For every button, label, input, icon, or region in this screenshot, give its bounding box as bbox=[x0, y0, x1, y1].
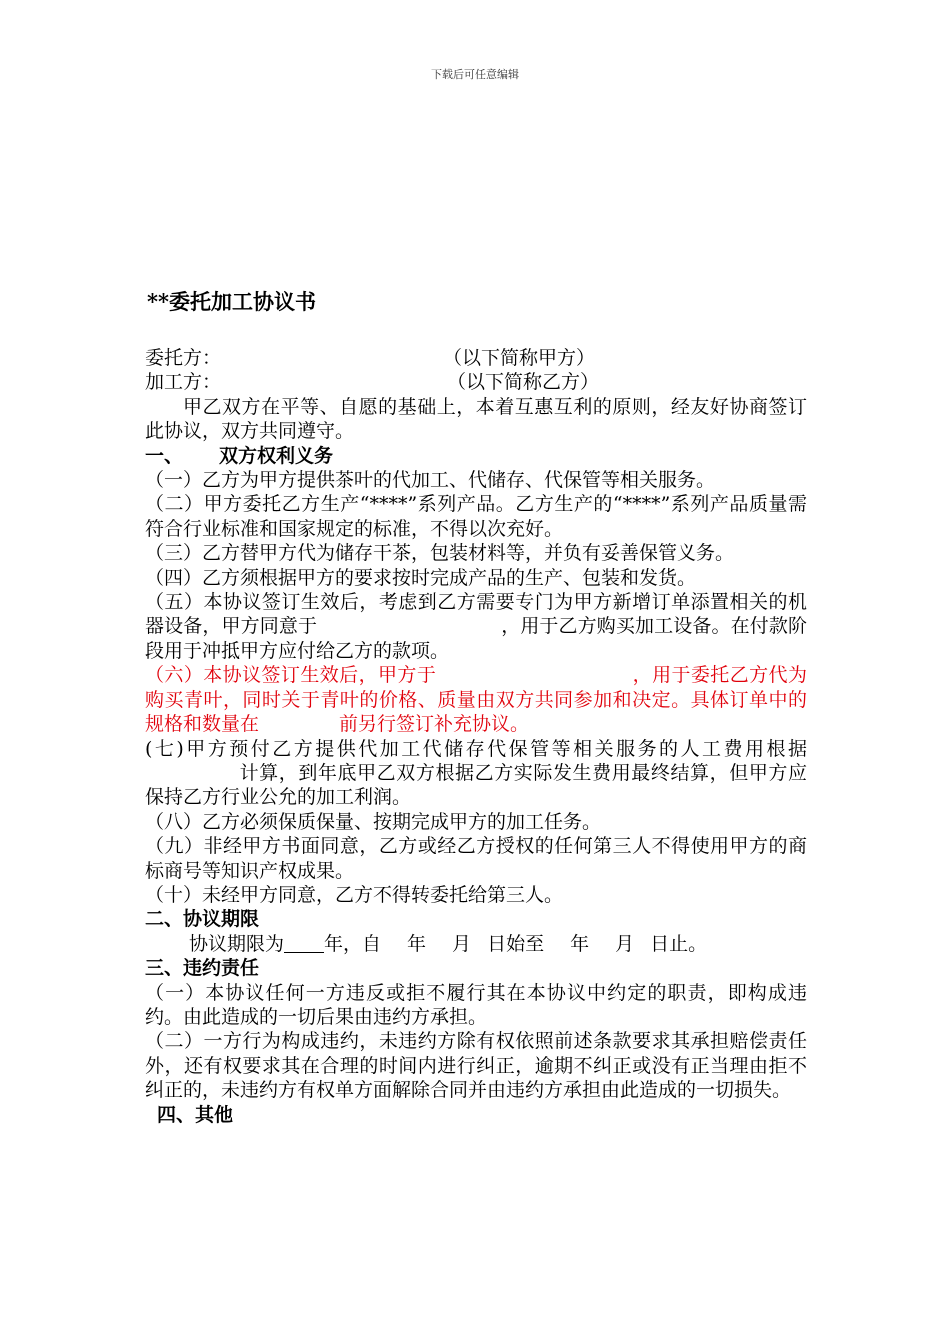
party-b-line bbox=[145, 370, 807, 394]
clause-1-5: （五）本协议签订生效后，考虑到乙方需要专门为甲方新增订单添置相关的机器设备，甲方同意于 ，用于乙方购买加工设备。在付款阶段用于冲抵甲方应付给乙方的款项。 bbox=[145, 591, 807, 662]
clause-3-1: （一）本协议任何一方违反或拒不履行其在本协议中约定的职责，即构成违约。由此造成的一切后果由违约方承担。 bbox=[145, 981, 807, 1028]
section2-heading: 二、协议期限 bbox=[145, 908, 260, 931]
document-body bbox=[145, 346, 807, 1127]
clause-1-4: （四）乙方须根据甲方的要求按时完成产品的生产、包装和发货。 bbox=[145, 566, 697, 589]
party-b-label: 加工方： bbox=[145, 371, 222, 394]
clause-1-6: （六）本协议签订生效后，甲方于 ，用于委托乙方代为购买青叶，同时关于青叶的价格、质量由双方共同参加和决定。具体订单中的规格和数量在 前另行签订补充协议。 bbox=[145, 664, 807, 736]
clause-1-1: （一）乙方为甲方提供茶叶的代加工、代储存、代保管等相关服务。 bbox=[145, 469, 716, 492]
party-b-note: （以下简称乙方） bbox=[447, 371, 600, 394]
clause-1-3: （三）乙方替甲方代为储存干茶，包装材料等，并负有妥善保管义务。 bbox=[145, 542, 735, 565]
clause-1-2: （二）甲方委托乙方生产“****”系列产品。乙方生产的“****”系列产品质量需符合行业标准和国家规定的标准，不得以次充好。 bbox=[145, 493, 807, 540]
page-header: 下载后可任意编辑 bbox=[431, 68, 519, 81]
document-title: **委托加工协议书 bbox=[147, 289, 316, 314]
term-line: 协议期限为 年，自 年 月 日始至 年 月 日止。 bbox=[189, 932, 708, 955]
section1-heading: 一、 双方权利义务 bbox=[145, 444, 334, 467]
clause-1-9: （九）非经甲方书面同意，乙方或经乙方授权的任何第三人不得使用甲方的商标商号等知识产权成果。 bbox=[145, 835, 807, 882]
clause-1-7: (七)甲方预付乙方提供代加工代储存代保管等相关服务的人工费用根据计算，到年底甲乙双方根据乙方实际发生费用最终结算，但甲方应保持乙方行业公允的加工利润。 bbox=[145, 737, 807, 809]
party-a-label: 委托方： bbox=[145, 347, 222, 369]
clause-1-8: （八）乙方必须保质保量、按期完成甲方的加工任务。 bbox=[145, 810, 602, 833]
clause-1-10: （十）未经甲方同意，乙方不得转委托给第三人。 bbox=[145, 883, 564, 906]
preamble: 甲乙双方在平等、自愿的基础上，本着互惠互利的原则，经友好协商签订此协议，双方共同遵守。 bbox=[145, 395, 807, 443]
term-years-blank bbox=[284, 934, 324, 953]
section3-heading: 三、违约责任 bbox=[145, 957, 260, 980]
clause-3-2: （二）一方行为构成违约，未违约方除有权依照前述条款要求其承担赔偿责任外，还有权要求其在合理的时间内进行纠正，逾期不纠正或没有正当理由拒不纠正的，未违约方有权单方面解除合同并由违约方承担由此造成的一切损失。 bbox=[145, 1030, 807, 1102]
party-a-line bbox=[145, 346, 807, 370]
party-a-note: （以下简称甲方） bbox=[443, 347, 596, 369]
section4-heading: 四、其他 bbox=[157, 1103, 234, 1126]
